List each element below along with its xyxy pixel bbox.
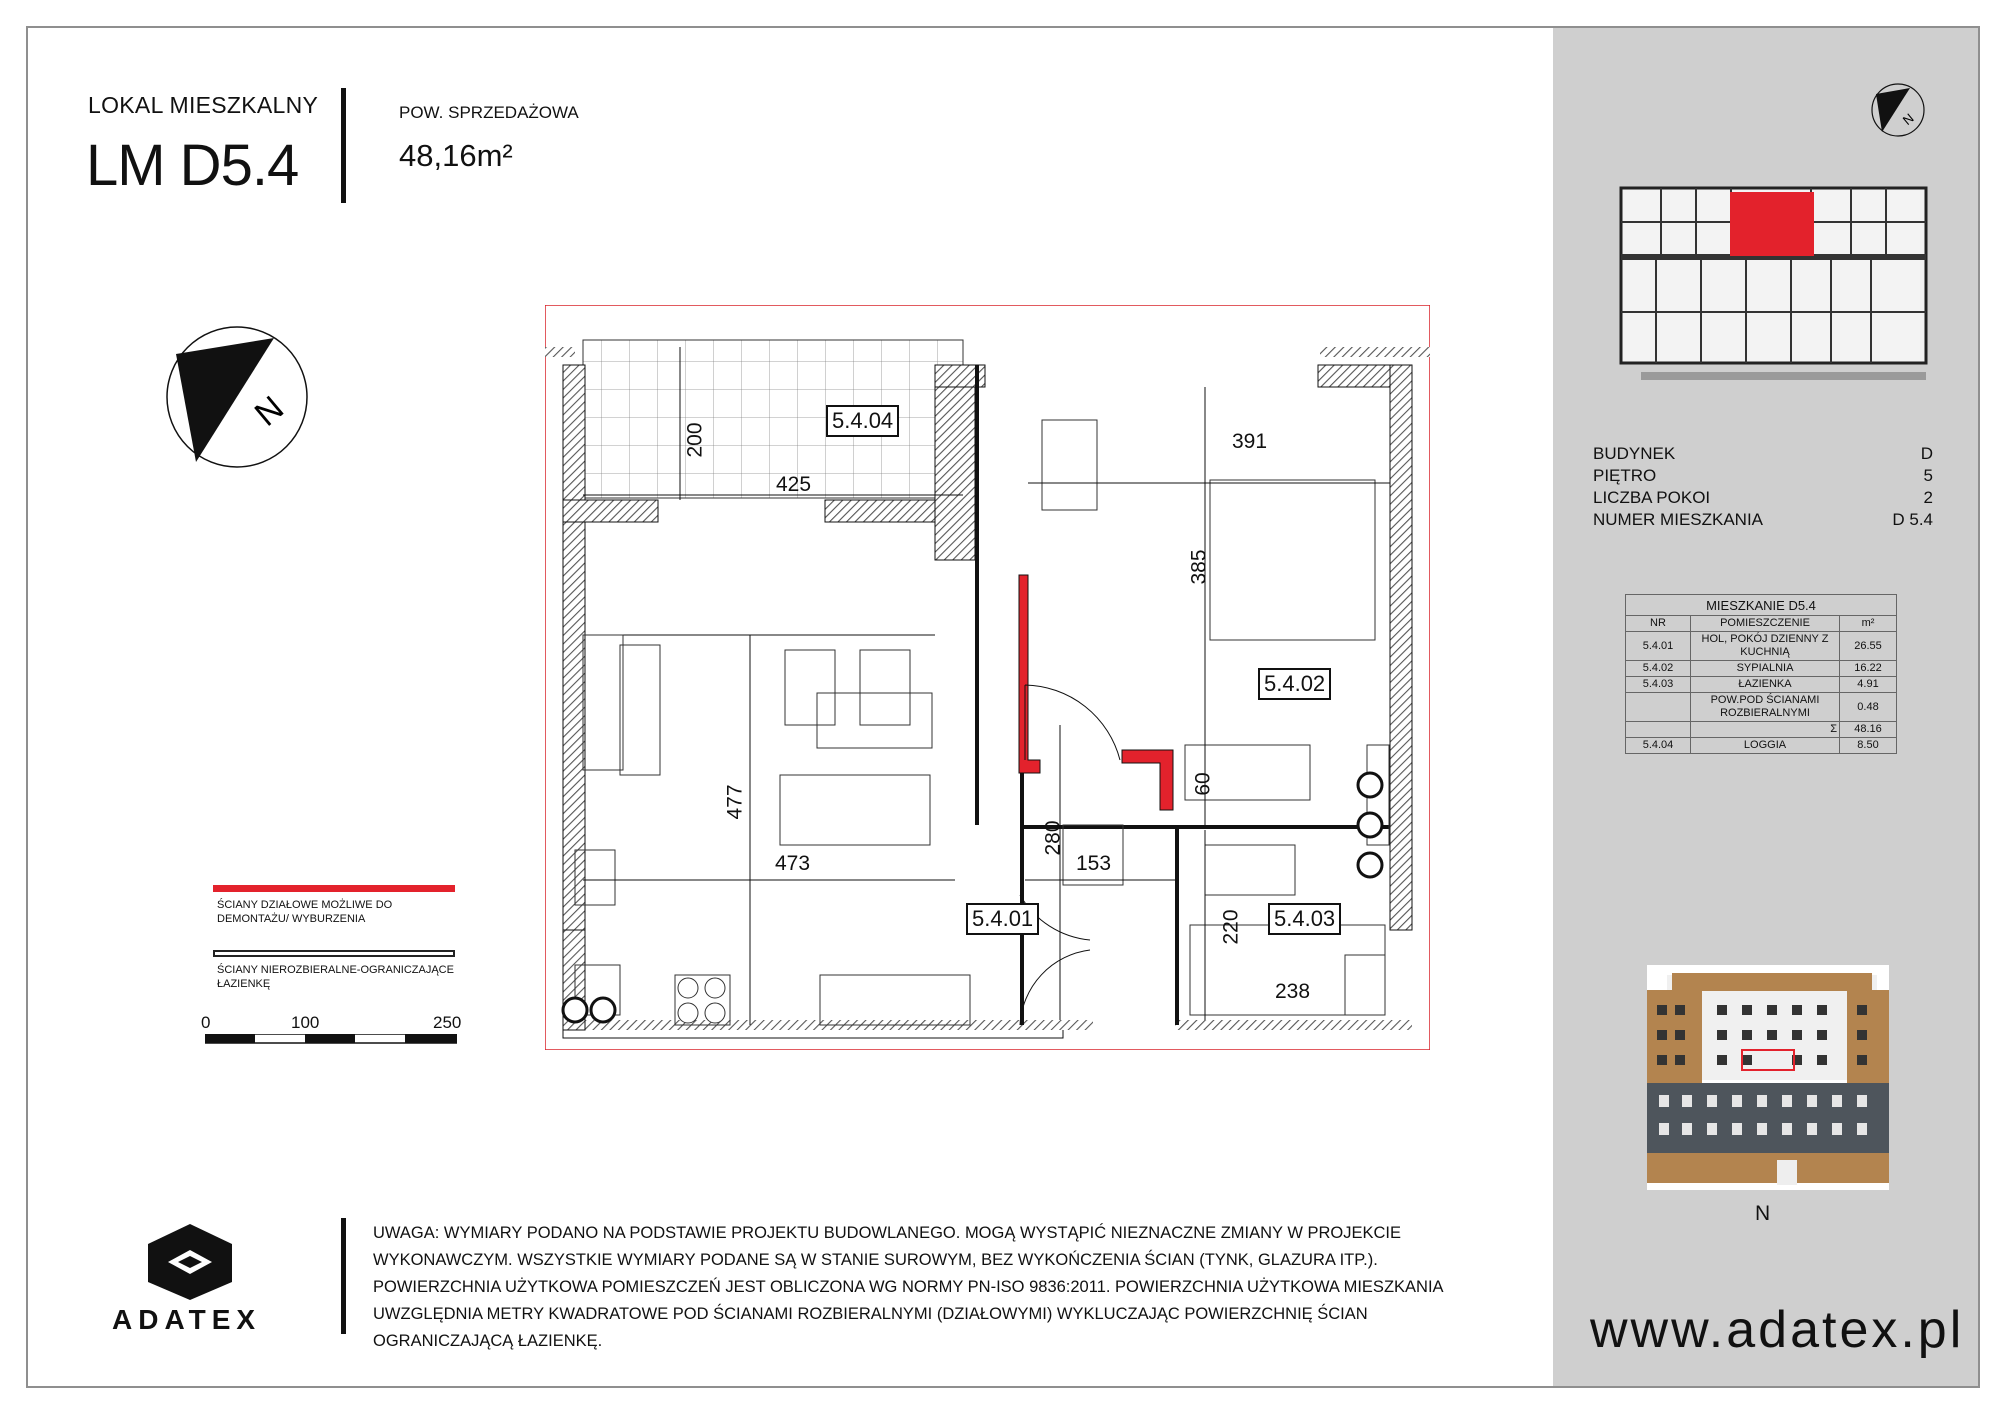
small-compass-icon (1868, 80, 1928, 140)
disclaimer-note: UWAGA: WYMIARY PODANO NA PODSTAWIE PROJEKTU BUDOWLANEGO. MOGĄ WYSTĄPIĆ NIEZNACZNE ZMIANY W PROJEKCIE WYKONAWCZYM. WSZYSTKIE WYMIARY PODANE SĄ W STANIE SUROWYM, BEZ WYKOŃCZENIA ŚCIAN (TYNK, GLAZURA ITP.). POWIERZCHNIA UŻYTKOWA POMIESZCZEŃ JEST OBLICZONA WG NORMY PN-ISO 9836:2011. POWIERZCHNIA UŻYTKOWA MIESZKANIA UWZGLĘDNIA METRY KWADRATOWE POD ŚCIANAMI ROZBIERALNYMI (DZIAŁOWYMI) WYKLUCZAJĄC POWIERZCHNIĘ ŚCIAN OGRANICZAJĄCĄ ŁAZIENKĘ. (373, 1224, 1443, 1350)
dim-label: 473 (775, 852, 811, 875)
col-room: POMIESZCZENIE (1691, 616, 1840, 632)
adatex-logo-icon (140, 1222, 240, 1302)
dim-label: 200 (683, 422, 707, 458)
compass-letter: N (247, 388, 291, 434)
room-label-bedroom: 5.4.02 (1258, 668, 1331, 700)
info-number-label: NUMER MIESZKANIA (1593, 510, 1764, 529)
table-row: 5.4.04 LOGGIA 8.50 (1626, 738, 1897, 754)
legend-nonremovable-swatch (213, 950, 455, 957)
info-floor-label: PIĘTRO (1593, 466, 1657, 485)
note-divider (341, 1218, 346, 1334)
table-row: 5.4.02 SYPIALNIA 16.22 (1626, 661, 1897, 677)
legend-removable-swatch (213, 885, 455, 892)
table-row: POW.POD ŚCIANAMI ROZBIERALNYMI 0.48 (1626, 693, 1897, 722)
website-url[interactable]: www.adatex.pl (1590, 1301, 1965, 1359)
rooms-table (1625, 594, 1897, 754)
info-floor-value: 5 (1923, 466, 1933, 485)
brand-name: ADATEX (112, 1304, 262, 1335)
scale-label-250: 250 (433, 1013, 462, 1032)
table-row: Σ 48.16 (1626, 722, 1897, 738)
dim-label: 238 (1275, 980, 1311, 1003)
dim-label: 477 (723, 784, 747, 820)
table-row: 5.4.03 ŁAZIENKA 4.91 (1626, 677, 1897, 693)
room-label-bathroom: 5.4.03 (1268, 903, 1341, 935)
area-label: POW. SPRZEDAŻOWA (399, 103, 579, 122)
legend-nonremovable-text: ŚCIANY NIEROZBIERALNE-OGRANICZAJĄCE ŁAZIENKĘ (217, 964, 454, 990)
room-label-living: 5.4.01 (966, 903, 1039, 935)
legend-removable-text: ŚCIANY DZIAŁOWE MOŻLIWE DO DEMONTAŻU/ WYBURZENIA (217, 899, 393, 925)
compass-icon (162, 322, 312, 472)
dim-label: 385 (1187, 549, 1211, 585)
dim-label: 425 (776, 473, 812, 496)
info-rooms-value: 2 (1923, 488, 1933, 507)
info-building-value: D (1920, 444, 1933, 463)
rooms-table-title: MIESZKANIE D5.4 (1626, 595, 1897, 616)
info-number-value: D 5.4 (1892, 510, 1933, 529)
dim-label: 391 (1232, 430, 1268, 453)
col-nr: NR (1626, 616, 1691, 632)
scale-label-0: 0 (201, 1013, 211, 1032)
unit-code: LM D5.4 (86, 133, 299, 198)
dim-label: 153 (1076, 852, 1112, 875)
area-value: 48,16m² (399, 138, 513, 173)
header-divider (341, 88, 346, 203)
unit-type-label: LOKAL MIESZKALNY (88, 92, 319, 118)
col-area: m² (1840, 616, 1897, 632)
dim-label: 60 (1191, 772, 1215, 796)
room-label-loggia: 5.4.04 (826, 405, 899, 437)
table-row: 5.4.01 HOL, POKÓJ DZIENNY Z KUCHNIĄ 26.55 (1626, 632, 1897, 661)
info-rooms-label: LICZBA POKOI (1593, 488, 1711, 507)
scale-label-100: 100 (291, 1013, 320, 1032)
scale-bar (205, 1034, 457, 1044)
info-building-label: BUDYNEK (1593, 444, 1676, 463)
dim-label: 220 (1219, 909, 1243, 945)
dim-label: 280 (1041, 820, 1065, 856)
elevation-north-label: N (1755, 1202, 1771, 1225)
building-keyplan (1616, 182, 1936, 382)
small-compass-letter: N (1899, 110, 1917, 128)
building-elevation (1647, 965, 1889, 1190)
apartment-info (1593, 443, 1933, 531)
